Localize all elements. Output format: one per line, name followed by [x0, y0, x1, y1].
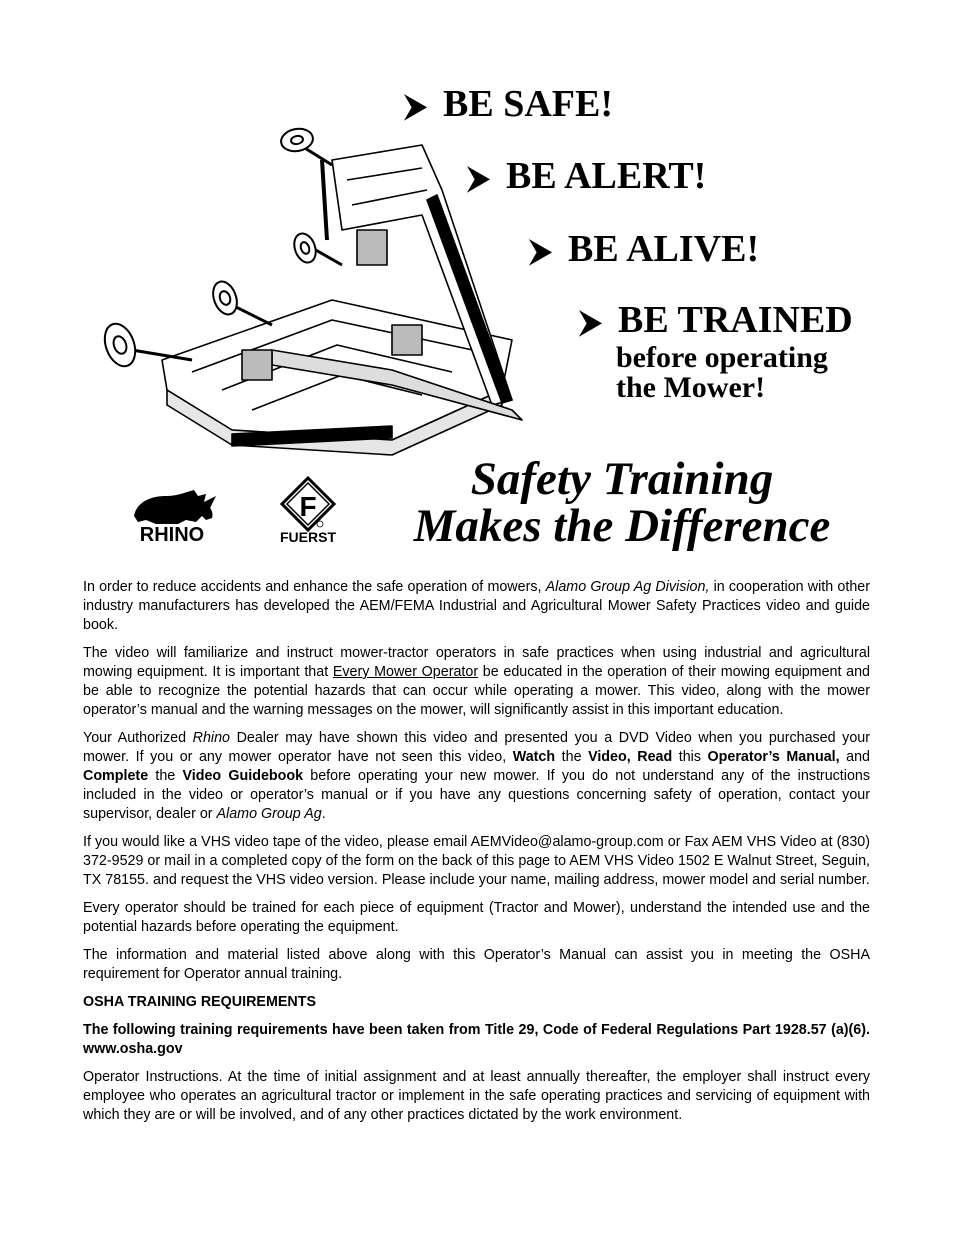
arrow-bullet-icon: ⮞ [405, 90, 427, 123]
text: Dealer may have shown this video and presented you a DVD Video when you purchased your mower. If you or any mower operator have not seen this video, [83, 730, 870, 765]
underlined-text: Every Mower Operator [332, 664, 479, 680]
rhino-logo [126, 486, 218, 544]
bullet-text: BE ALIVE! [568, 228, 760, 270]
paragraph-vhs: If you would like a VHS video tape of the video, please email AEMVideo@alamo-group.com or Fax AEM VHS Video at (830) 372-9529 or mail in a completed copy of the form on the back of this page to AEM VHS Video 1502 E Walnut Street, Seguin, TX 78155. and request the VHS video version. Please include your name, mailing address, mower model and serial number. [83, 834, 870, 888]
company-name: Alamo Group Ag [216, 806, 322, 822]
bold-text: Video Guidebook [182, 768, 304, 784]
slogan [398, 453, 846, 552]
bold-text: Watch [512, 749, 556, 765]
bold-text: Complete [83, 768, 149, 784]
slogan-line-2: Makes the Difference [413, 500, 831, 552]
bullet-text: BE ALERT! [506, 155, 707, 197]
text: The video will familiarize and instruct mower-tractor operators in safe practices when using industrial and agricultural mowing equipment. It is important that [83, 645, 870, 680]
fuerst-logo-text: FUERST [280, 529, 336, 545]
company-name: Alamo Group Ag Division, [545, 579, 710, 595]
arrow-bullet-icon: ⮞ [468, 162, 490, 195]
text: the [148, 768, 183, 784]
bullet-be-alert [468, 156, 706, 199]
text: this [672, 749, 708, 765]
trained-subline [616, 343, 828, 403]
text: Your Authorized [83, 730, 193, 746]
text: in cooperation with other industry manufacturers has developed the AEM/FEMA Industrial and Agricultural Mower Safety Practices video and guide book. [83, 579, 870, 633]
registered-icon [317, 521, 323, 527]
osha-heading: OSHA TRAINING REQUIREMENTS [83, 994, 316, 1010]
slogan-line-1: Safety Training [470, 453, 774, 505]
paragraph-intro [83, 578, 870, 635]
text: and [839, 749, 870, 765]
arrow-bullet-icon: ⮞ [580, 306, 602, 339]
text: be educated in the operation of their mowing equipment and be able to recognize the potential hazards that can occur while operating a mower. This video, along with the mower operator’s manual and the warning messages on the mower, will significantly assist in this important education. [83, 664, 870, 718]
subline-2: the Mower! [616, 371, 766, 404]
bullet-text: BE SAFE! [443, 83, 613, 125]
brand-name: Rhino [192, 730, 230, 746]
rhino-logo-text: RHINO [139, 524, 205, 544]
text: In order to reduce accidents and enhance the safe operation of mowers, [83, 579, 546, 595]
fuerst-mark: F [299, 491, 317, 522]
bold-text: Video, Read [588, 749, 673, 765]
bullet-text: BE TRAINED [618, 299, 853, 341]
paragraph-every-operator: Every operator should be trained for each piece of equipment (Tractor and Mower), understand the intended use and the potential hazards before operating the equipment. [83, 900, 870, 935]
paragraph-osha-requirement: The information and material listed above along with this Operator’s Manual can assist you in meeting the OSHA requirement for Operator annual training. [83, 947, 870, 982]
body-text [83, 578, 870, 1134]
bullet-be-alive [530, 229, 759, 272]
bullet-be-trained [580, 300, 853, 343]
bullet-be-safe [405, 84, 613, 127]
osha-intro: The following training requirements have been taken from Title 29, Code of Federal Regulations Part 1928.57 (a)(6). www.osha.gov [83, 1022, 870, 1057]
text: before operating your new mower. If you do not understand any of the instructions included in the video or operator’s manual or if you have any questions concerning safety of operation, contact your supervisor, dealer or [83, 768, 870, 822]
subline-1: before operating [616, 341, 828, 374]
paragraph-operator-instructions: Operator Instructions. At the time of initial assignment and at least annually thereafter, the employer shall instruct every employee who operates an agricultural tractor or implement in the safe operating practices and servicing of equipment with which they are or will be involved, and of any other practices dictated by the work environment. [83, 1069, 870, 1123]
fuerst-logo [270, 474, 346, 546]
text: . [321, 806, 326, 822]
paragraph-video [83, 644, 870, 720]
paragraph-dealer [83, 729, 870, 824]
text: the [555, 749, 589, 765]
bold-text: Operator’s Manual, [707, 749, 840, 765]
arrow-bullet-icon: ⮞ [530, 235, 552, 268]
mower-illustration [92, 120, 532, 460]
